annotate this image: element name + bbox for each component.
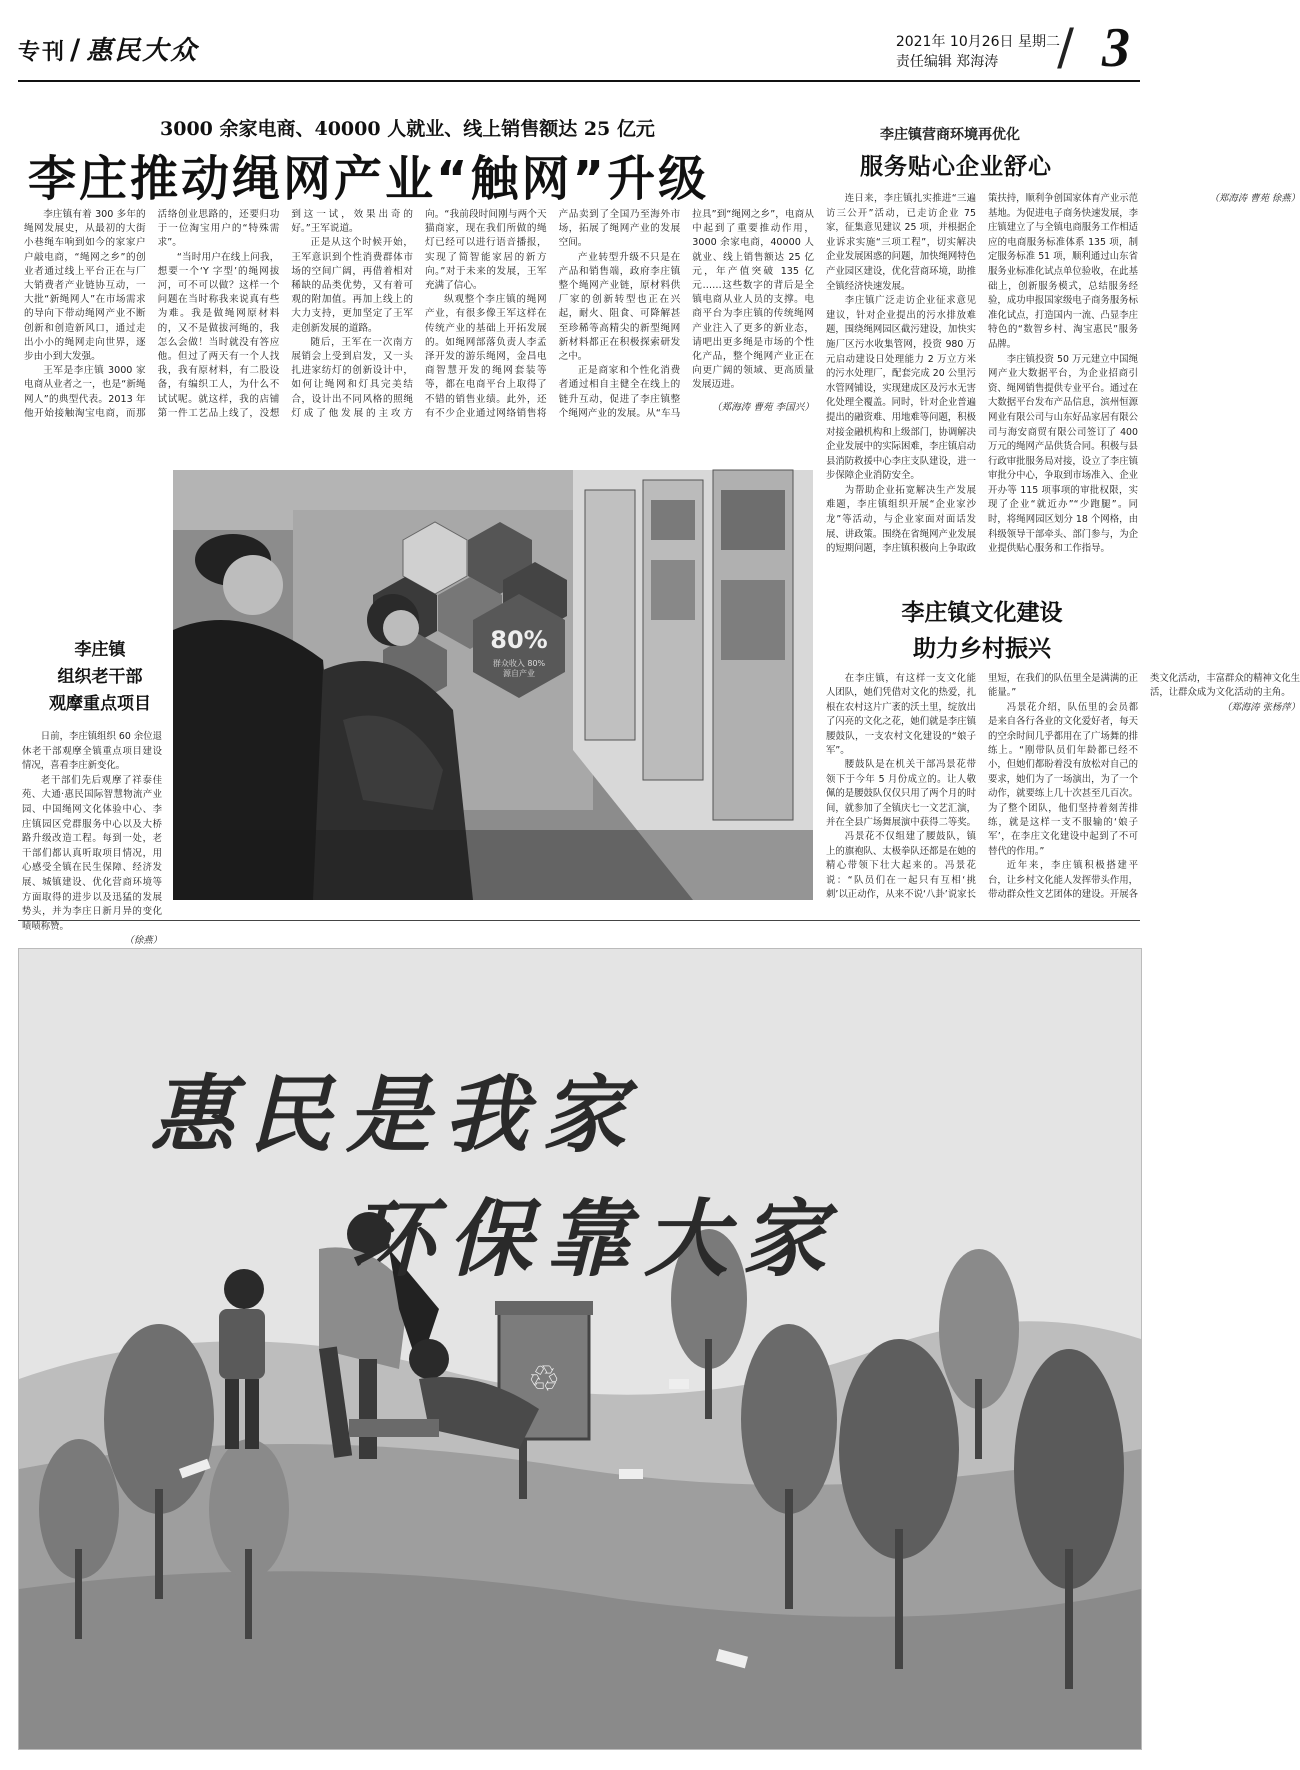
statistic-percent: 80%: [490, 626, 548, 654]
main-paragraph: 李庄镇有着 300 多年的绳网发展史，从最初的大街小巷绳车响到如今的家家户户敲电商，“绳网之乡”的创业者通过线上平台正在与厂大销费者产业链协互动，一大批“新绳网人”在市场需求的导向下带动绳网产业不断创新和创造新风口，通过走出小小的绳网走向世界，逐步由小到大发强。: [24, 209, 146, 363]
culture-paragraph: 腰鼓队是在机关干部冯景花带领下于今年 5 月份成立的。让人敬佩的是腰鼓队仅仅只用了两个月的时间，就参加了全镇庆七一文艺汇演，并在全县广场舞展演中获得二等奖。: [826, 759, 977, 829]
culture-byline: （郑海涛 张杨萍）: [1222, 701, 1300, 713]
masthead-divider: /: [70, 33, 83, 66]
exhibition-photo-illustration: [173, 470, 813, 900]
recycle-icon: ♲: [527, 1359, 561, 1400]
poster-slogan-line1: 惠民是我家: [150, 1065, 641, 1164]
culture-paragraph: 近年来，李庄镇积极搭建平台，让乡村文化能人发挥带头作用，带动群众性文艺团体的建设。开展各类文化活动，丰富群众的精神文化生活，让群众成为文化活动的主角。: [988, 673, 1300, 901]
statistic-caption: 群众收入 80%源自产业: [492, 659, 546, 678]
business-kicker: 李庄镇营商环境再优化: [880, 127, 1020, 143]
side-byline: （徐燕）: [124, 935, 162, 947]
culture-paragraph: 冯景花介绍，队伍里的会员都是来自各行各业的文化爱好者，每天的空余时间几乎都用在了广场舞的排练上。“刚带队员们年龄都已经不小，但她们都盼着没有放松对自己的要求，她们为了一场演出，为了一个动作，就要练上几十次甚至几百次。为了整个团队，他们坚持着刻苦排练，就是这样一支不服输的‘娘子军’，在李庄文化建设中起到了不可替代的作用。”: [988, 701, 1139, 857]
business-paragraph: 为帮助企业拓宽解决生产发展难题，李庄镇组织开展“企业家沙龙”等活动，与企业家面对面话发展、讲政策。围绕在省绳网产业发展的短期问题，李庄镇积极向上争取政策扶持，顺利争创国家体育产业示范基地。为促进电子商务快速发展，李庄镇建立了与全镇电商服务工作相适应的电商服务标准体系 135 项，制定服务标准 51 项，顺利通过山东省服务业标准化试点单位验收，在此基础上，创新服务模式，总结服务经验，成功申报国家级电子商务服务标准化试点，打造国内一流、凸显李庄特色的“数智乡村、淘宝惠民”服务品牌。: [826, 193, 1139, 555]
page-number-divider: /: [1057, 18, 1074, 76]
culture-paragraph: 在李庄镇，有这样一支文化能人团队，她们凭借对文化的热爱，扎根在农村这片广袤的沃土里，绽放出了闪亮的文化之花，她们就是李庄镇腰鼓队，一支农村文化建设的“娘子军”。: [826, 673, 977, 757]
main-paragraph: 纵观整个李庄镇的绳网产业，有很多像王军这样在传统产业的基础上开拓发展的。如绳网部落负责人李孟泽开发的游乐绳网，金昌电商智慧开发的绳网套装等等，都在电商平台上取得了不错的销售业绩。此外，还有不少企业通过网络销售将产品卖到了全国乃至海外市场，拓展了绳网产业的发展空间。: [424, 209, 681, 419]
side-paragraph: 老干部们先后观摩了祥泰佳苑、大通·惠民国际智慧物流产业园、中国绳网文化体验中心、李庄镇园区党群服务中心以及大桥路升级改造工程。每到一处，老干部们都认真听取项目情况，用心感受全镇在民生保障、经济发展、城镇建设、优化营商环境等方面取得的进步以及迅猛的发展势头，并为李庄日新月异的变化啧啧称赞。: [22, 774, 162, 932]
masthead-section: [18, 30, 198, 67]
main-article-body: [24, 208, 814, 468]
culture-title: 李庄镇文化建设 助力乡村振兴: [901, 599, 1063, 662]
poster-slogan-line2: 环保靠大家: [350, 1189, 841, 1288]
editor-credit: 责任编辑 郑海涛: [895, 54, 999, 70]
masthead-rule: [18, 80, 1140, 82]
masthead-date-block: [896, 32, 1060, 72]
brand-name: 惠民大众: [86, 36, 199, 66]
main-byline: （郑海涛 曹苑 李国兴）: [711, 401, 814, 413]
issue-date: 2021年 10月26日 星期二: [895, 34, 1060, 50]
culture-article-body: [826, 672, 1300, 904]
main-paragraph: 正是从这个时候开始，王军意识到个性消费群体市场的空间广阔，再借着相对稀缺的品类优势，又有着可观的附加值。再加上线上的大力支持，更加坚定了王军走创新发展的道路。: [291, 237, 413, 334]
business-paragraph: 李庄镇投资 50 万元建立中国绳网产业大数据平台，为企业招商引资、绳网销售提供专业平台。通过在大数据平台发布产品信息，滨州恒源网业有限公司与山东好品家居有限公司与海安商贸有限公司签订了 400 万元的绳网产品供货合同。积极与县行政审批服务局对接，设立了李庄镇审批分中心，争取到市场准入、企业开办等 115 项事项的审批权限，实现了企业“就近办”“少跑腿”。同时，将绳网园区划分 18 个网格，由科级领导干部牵头、部门参与，为企业提供贴心服务和工作指导。: [988, 353, 1139, 555]
main-headline: 李庄推动绳网产业“触网”升级: [28, 151, 710, 207]
main-paragraph: “当时用户在线上问我，想要一个‘Y 字型’的绳网拔河，可不可以做？这样一个问题在当时称我来说真有些为难。我是做绳网原材料的，又不是做拔河绳的，我怎么会做！当时就没有答应他。但过了两天有一个人找我，我有原材料，有二股设备，有编织工人，为什么不试试呢。就这样，我的店铺第一件工艺品上线了，没想到这一试，效果出奇的好。”王军说道。: [157, 209, 413, 419]
side-story-body: [22, 730, 162, 949]
section-label: 专刊: [18, 39, 67, 65]
business-byline: （郑海涛 曹苑 徐燕）: [1209, 193, 1300, 204]
business-paragraph: 连日来，李庄镇扎实推进“三遍访三公开”活动，已走访企业 75 家，征集意见建议 25 项，并根据企业诉求实施“三项工程”，切实解决企业发展困惑的问题，加快绳网特色产业园区建设，优化营商环境，助推全镇经济快速发展。: [826, 193, 977, 292]
main-subhead: 3000 余家电商、40000 人就业、线上销售额达 25 亿元: [160, 118, 655, 140]
business-paragraph: 李庄镇广泛走访企业征求意见建议，针对企业提出的污水排放难题，围绕绳网园区截污建设，加快实施厂区污水收集管网，投资 980 万元启动建设日处理能力 2 万立方米的污水处理厂，配套完成 20 公里污水管网铺设，实现建成区及污水无害化处理全覆盖。同时，针对企业普遍提出的融资难、用地难等问题，积极对接金融机构和上级部门，协调解决企业发展中的实际困难，李庄镇启动县消防救援中心李庄支队建设，进一步保障企业消防安全。: [826, 295, 977, 482]
side-paragraph: 日前，李庄镇组织 60 余位退休老干部观摩全镇重点项目建设情况，喜看李庄新变化。: [22, 731, 162, 772]
section-divider: [18, 920, 1140, 921]
main-paragraph: 正是商家和个性化消费者通过相自主健全在线上的链升互动，促进了李庄镇整个绳网产业的发展。从“车马拉具”到“绳网之乡”，电商从中起到了重要推动作用，3000 余家电商，40000 人就业、线上销售额达 25 亿元，年产值突破 135 亿元……这些数字的背后是全镇电商从业人员的支撑。电商平台为李庄镇的传统绳网产业注入了更多的新业态，请吧出更多绳是市场的个性化产品，整个绳网产业正在向更广阔的领域、更高质量发展迈进。: [558, 209, 814, 419]
main-paragraph: 随后，王军在一次南方展销会上受到启发，又一头扎进家纺灯的创新设计中，如何让绳网和灯具完美结合，设计出不同风格的照绳灯成了他发展的主攻方向。“我前段时间刚与两个天猫商家，现在我们所做的绳灯已经可以进行语音播报，实现了简智能家居的新方向。”对于未来的发展，王军充满了信心。: [291, 209, 547, 419]
business-article-body: [826, 192, 1300, 562]
main-paragraph: 产业转型升级不只是在产品和销售端，政府李庄镇整个绳网产业链，原材料供厂家的创新转型也正在兴起，耐火、阻食、可降解甚至珍稀等高精尖的新型绳网新材料都正在积极探索研发之中。: [558, 251, 681, 363]
page-number: 3: [1102, 17, 1130, 79]
exhibition-photo: [173, 470, 813, 900]
main-paragraph: 王军是李庄镇 3000 家电商从业者之一，也是“新绳网人”的典型代表。2013 年他开始接触淘宝电商，而那活络创业思路的，还要归功于一位淘宝用户的“特殊需求”。: [24, 209, 280, 419]
side-story-title: 李庄镇 组织老干部 观摩重点项目: [49, 640, 151, 714]
business-title: 服务贴心企业舒心: [860, 153, 1052, 180]
culture-paragraph: 冯景花不仅组建了腰鼓队，镇上的旗袍队、太极拳队还都是在她的精心带领下壮大起来的。冯景花说：“队员们在一起只有互相‘挑刺’以正动作，从来不说‘八卦’说家长里短，在我们的队伍里全是满满的正能量。”: [826, 673, 1139, 901]
